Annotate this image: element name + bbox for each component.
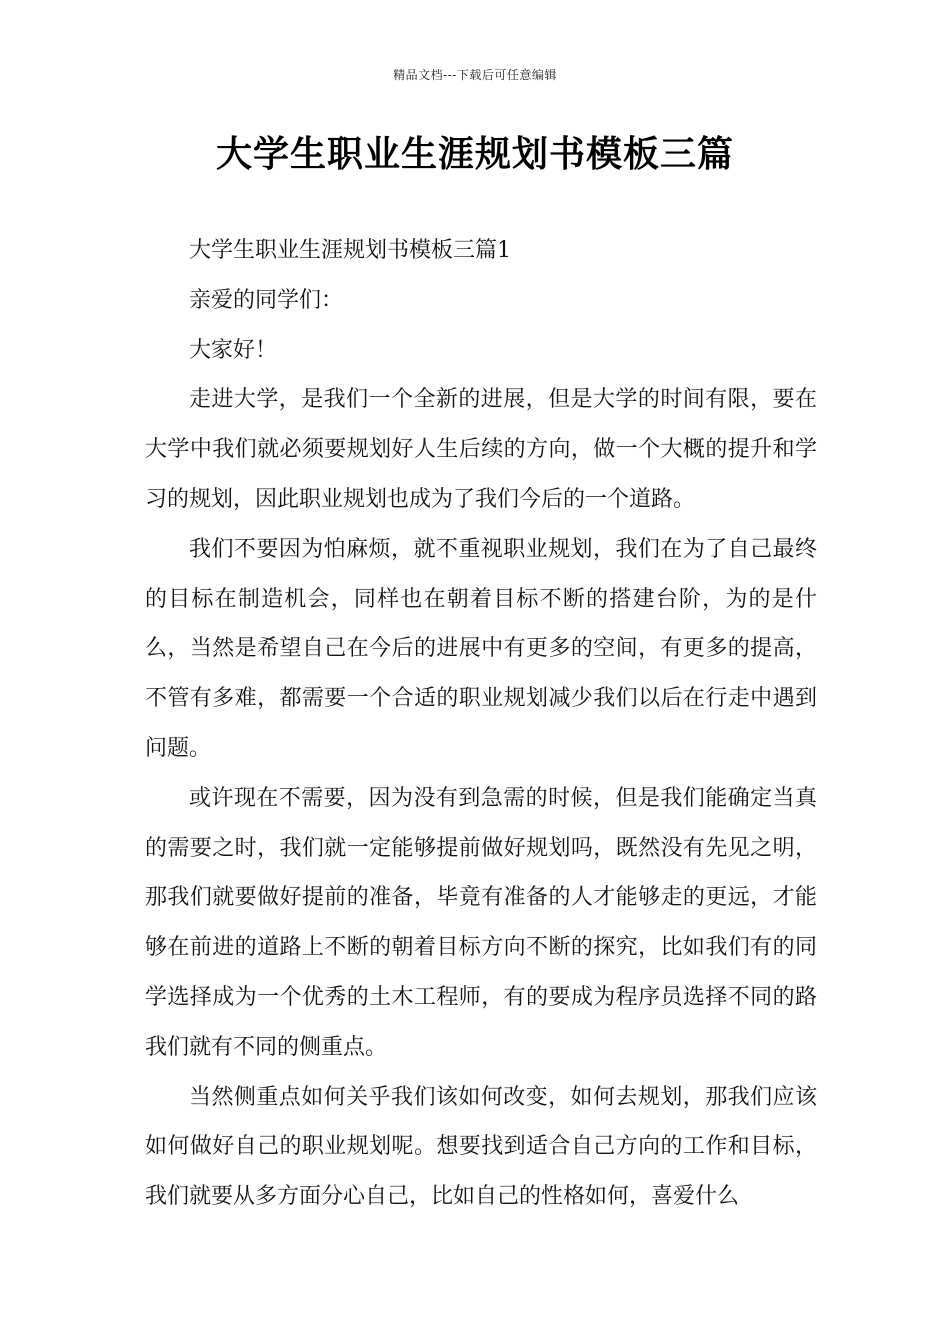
paragraph-greeting: 大家好！ bbox=[189, 337, 278, 363]
paragraph-salutation: 亲爱的同学们： bbox=[189, 287, 344, 313]
page-header-note: 精品文档---下载后可任意编辑 bbox=[393, 68, 557, 82]
paragraph-body: 当然侧重点如何关乎我们该如何改变，如何去规划，那我们应该如何做好自己的职业规划呢。想要找到适合自己方向的工作和目标，我们就要从多方面分心自己，比如自己的性格如何，喜爱什么 bbox=[145, 1084, 817, 1210]
paragraph-subtitle: 大学生职业生涯规划书模板三篇1 bbox=[189, 238, 511, 263]
paragraph-body: 我们不要因为怕麻烦，就不重视职业规划，我们在为了自己最终的目标在制造机会，同样也在朝着目标不断的搭建台阶，为的是什么，当然是希望自己在今后的进展中有更多的空间，有更多的提高，不管有多难，都需要一个合适的职业规划减少我们以后在行走中遇到问题。 bbox=[145, 536, 817, 761]
paragraph-body: 或许现在不需要，因为没有到急需的时候，但是我们能确定当真的需要之时，我们就一定能够提前做好规划吗，既然没有先见之明，那我们就要做好提前的准备，毕竟有准备的人才能够走的更远，才能够在前进的道路上不断的朝着目标方向不断的探究，比如我们有的同学选择成为一个优秀的土木工程师，有的要成为程序员选择不同的路我们就有不同的侧重点。 bbox=[145, 785, 817, 1060]
document-body bbox=[145, 226, 817, 1222]
paragraph-body: 走进大学，是我们一个全新的进展，但是大学的时间有限，要在大学中我们就必须要规划好人生后续的方向，做一个大概的提升和学习的规划，因此职业规划也成为了我们今后的一个道路。 bbox=[145, 387, 817, 512]
document-title: 大学生职业生涯规划书模板三篇 bbox=[215, 133, 734, 175]
